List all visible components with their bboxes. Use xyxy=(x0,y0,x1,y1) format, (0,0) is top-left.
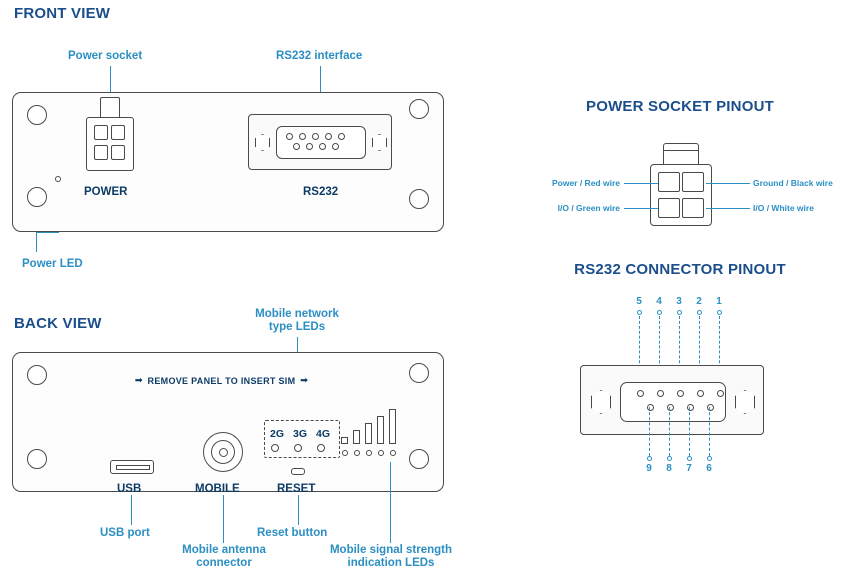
callout-power-led: Power LED xyxy=(22,258,83,270)
leader-power-led-drop xyxy=(36,232,37,252)
pinout-leader-io-green xyxy=(624,208,658,209)
pinout-label-io-white: I/O / White wire xyxy=(753,203,814,213)
rs232-dash-bottom-7 xyxy=(689,407,690,456)
callout-signal-strength-line2: indication LEDs xyxy=(347,557,435,569)
rs232-pinout-pin-9 xyxy=(647,404,654,411)
rs232-pinout-shell xyxy=(620,382,726,422)
rs232-pinout-pin-7 xyxy=(687,404,694,411)
rs232-pin-7 xyxy=(319,143,326,150)
screw-top-right xyxy=(409,99,429,119)
usb-port-inner xyxy=(116,465,150,470)
rs232-bottom-dot-6 xyxy=(707,456,712,461)
power-socket-neck xyxy=(100,97,120,117)
reset-button[interactable] xyxy=(291,468,305,475)
back-screw-bottom-left xyxy=(27,449,47,469)
power-socket-pinout-title: POWER SOCKET PINOUT xyxy=(586,98,774,115)
rs232-pin-9 xyxy=(293,143,300,150)
leader-reset xyxy=(298,495,299,525)
front-view-title: FRONT VIEW xyxy=(14,5,111,22)
back-screw-bottom-right xyxy=(409,449,429,469)
screw-top-left xyxy=(27,105,47,125)
mobile-antenna-center xyxy=(219,448,228,457)
pinout-label-ground-black: Ground / Black wire xyxy=(753,178,833,188)
leader-power-led-horizontal xyxy=(36,232,59,233)
callout-mobile-network-leds-line2: type LEDs xyxy=(268,321,326,333)
label-mobile: MOBILE xyxy=(195,483,240,495)
rs232-top-number-4: 4 xyxy=(656,296,662,307)
rs232-bottom-number-9: 9 xyxy=(646,463,652,474)
neck-line-1 xyxy=(663,150,699,151)
rs232-pin-1 xyxy=(338,133,345,140)
rs232-bottom-number-8: 8 xyxy=(666,463,672,474)
back-screw-top-right xyxy=(409,363,429,383)
rs232-bottom-dot-8 xyxy=(667,456,672,461)
led-2g xyxy=(271,444,279,452)
power-pin-top-left xyxy=(94,125,108,140)
callout-rs232-interface: RS232 interface xyxy=(276,50,363,62)
callout-mobile-network-leds-line1: Mobile network xyxy=(255,308,339,320)
power-pin-top-right xyxy=(111,125,125,140)
rs232-pinout-pin-3 xyxy=(677,390,684,397)
signal-bar-3 xyxy=(365,423,372,444)
rs232-pinout-pin-1 xyxy=(717,390,724,397)
pinout-pin-ground xyxy=(682,172,704,192)
power-pin-bottom-left xyxy=(94,145,108,160)
label-4g: 4G xyxy=(316,428,331,440)
callout-reset-button: Reset button xyxy=(257,527,328,539)
power-socket-pinout-body xyxy=(650,164,712,226)
rs232-pin-4 xyxy=(299,133,306,140)
rs232-top-number-3: 3 xyxy=(676,296,682,307)
rs232-pinout-screw-left xyxy=(591,390,611,414)
rs232-bottom-dot-9 xyxy=(647,456,652,461)
callout-mobile-antenna-line2: connector xyxy=(196,557,252,569)
rs232-pin-3 xyxy=(312,133,319,140)
signal-led-2 xyxy=(354,450,360,456)
sim-notice-row xyxy=(135,375,308,386)
leader-usb xyxy=(131,495,132,525)
led-4g xyxy=(317,444,325,452)
pinout-leader-ground-black xyxy=(706,183,750,184)
signal-bar-4 xyxy=(377,416,384,444)
label-power: POWER xyxy=(84,186,128,198)
rs232-pin-6 xyxy=(332,143,339,150)
power-socket xyxy=(86,117,134,171)
rs232-screw-right xyxy=(372,134,387,151)
signal-bar-5 xyxy=(389,409,396,444)
signal-bar-2 xyxy=(353,430,360,444)
label-rs232: RS232 xyxy=(303,186,339,198)
leader-mobile-antenna xyxy=(223,495,224,543)
rs232-screw-left xyxy=(255,134,270,151)
rs232-top-dot-3 xyxy=(677,310,682,315)
rs232-pinout-connector xyxy=(580,365,764,435)
rs232-bottom-number-6: 6 xyxy=(706,463,712,474)
pinout-leader-power-red xyxy=(624,183,658,184)
rs232-top-dot-4 xyxy=(657,310,662,315)
callout-usb-port: USB port xyxy=(100,527,150,539)
rs232-dash-bottom-9 xyxy=(649,407,650,456)
signal-led-3 xyxy=(366,450,372,456)
rs232-dash-bottom-6 xyxy=(709,407,710,456)
label-2g: 2G xyxy=(270,428,285,440)
rs232-pin-8 xyxy=(306,143,313,150)
rs232-top-number-1: 1 xyxy=(716,296,722,307)
back-view-title: BACK VIEW xyxy=(14,315,102,332)
pinout-label-power-red: Power / Red wire xyxy=(551,178,620,188)
signal-led-5 xyxy=(390,450,396,456)
rs232-dash-bottom-8 xyxy=(669,407,670,456)
rs232-bottom-dot-7 xyxy=(687,456,692,461)
screw-bottom-right xyxy=(409,189,429,209)
pinout-pin-io-white xyxy=(682,198,704,218)
back-screw-top-left xyxy=(27,365,47,385)
rs232-pin-5 xyxy=(286,133,293,140)
pinout-pin-power xyxy=(658,172,680,192)
led-3g xyxy=(294,444,302,452)
leader-signal-leds xyxy=(390,462,391,543)
power-pin-bottom-right xyxy=(111,145,125,160)
arrow-up-icon-right: ➟ xyxy=(300,375,308,385)
arrow-up-icon-left: ➟ xyxy=(135,375,143,385)
rs232-top-dot-1 xyxy=(717,310,722,315)
screw-bottom-left xyxy=(27,187,47,207)
callout-power-socket: Power socket xyxy=(68,50,143,62)
rs232-pinout-pin-5 xyxy=(637,390,644,397)
rs232-top-number-5: 5 xyxy=(636,296,642,307)
rs232-pinout-pin-2 xyxy=(697,390,704,397)
pinout-label-io-green: I/O / Green wire xyxy=(557,203,620,213)
rs232-pinout-pin-8 xyxy=(667,404,674,411)
rs232-pinout-pin-4 xyxy=(657,390,664,397)
usb-port xyxy=(110,460,154,474)
pinout-pin-io-green xyxy=(658,198,680,218)
callout-signal-strength-line1: Mobile signal strength xyxy=(329,544,453,556)
rs232-top-number-2: 2 xyxy=(696,296,702,307)
rs232-pinout-screw-right xyxy=(735,390,755,414)
rs232-pinout-pin-6 xyxy=(707,404,714,411)
label-3g: 3G xyxy=(293,428,308,440)
pinout-leader-io-white xyxy=(706,208,750,209)
label-usb: USB xyxy=(117,483,142,495)
rs232-top-dot-2 xyxy=(697,310,702,315)
signal-bar-1 xyxy=(341,437,348,444)
signal-led-1 xyxy=(342,450,348,456)
sim-notice-text: REMOVE PANEL TO INSERT SIM xyxy=(147,375,296,386)
power-led xyxy=(55,176,61,182)
power-socket-pinout-neck xyxy=(663,143,699,165)
rs232-top-dot-5 xyxy=(637,310,642,315)
signal-led-4 xyxy=(378,450,384,456)
rs232-connector xyxy=(248,114,392,170)
callout-mobile-antenna-line1: Mobile antenna xyxy=(182,544,266,556)
rs232-pin-2 xyxy=(325,133,332,140)
label-reset: RESET xyxy=(277,483,316,495)
rs232-pinout-title: RS232 CONNECTOR PINOUT xyxy=(574,261,786,278)
rs232-bottom-number-7: 7 xyxy=(686,463,692,474)
